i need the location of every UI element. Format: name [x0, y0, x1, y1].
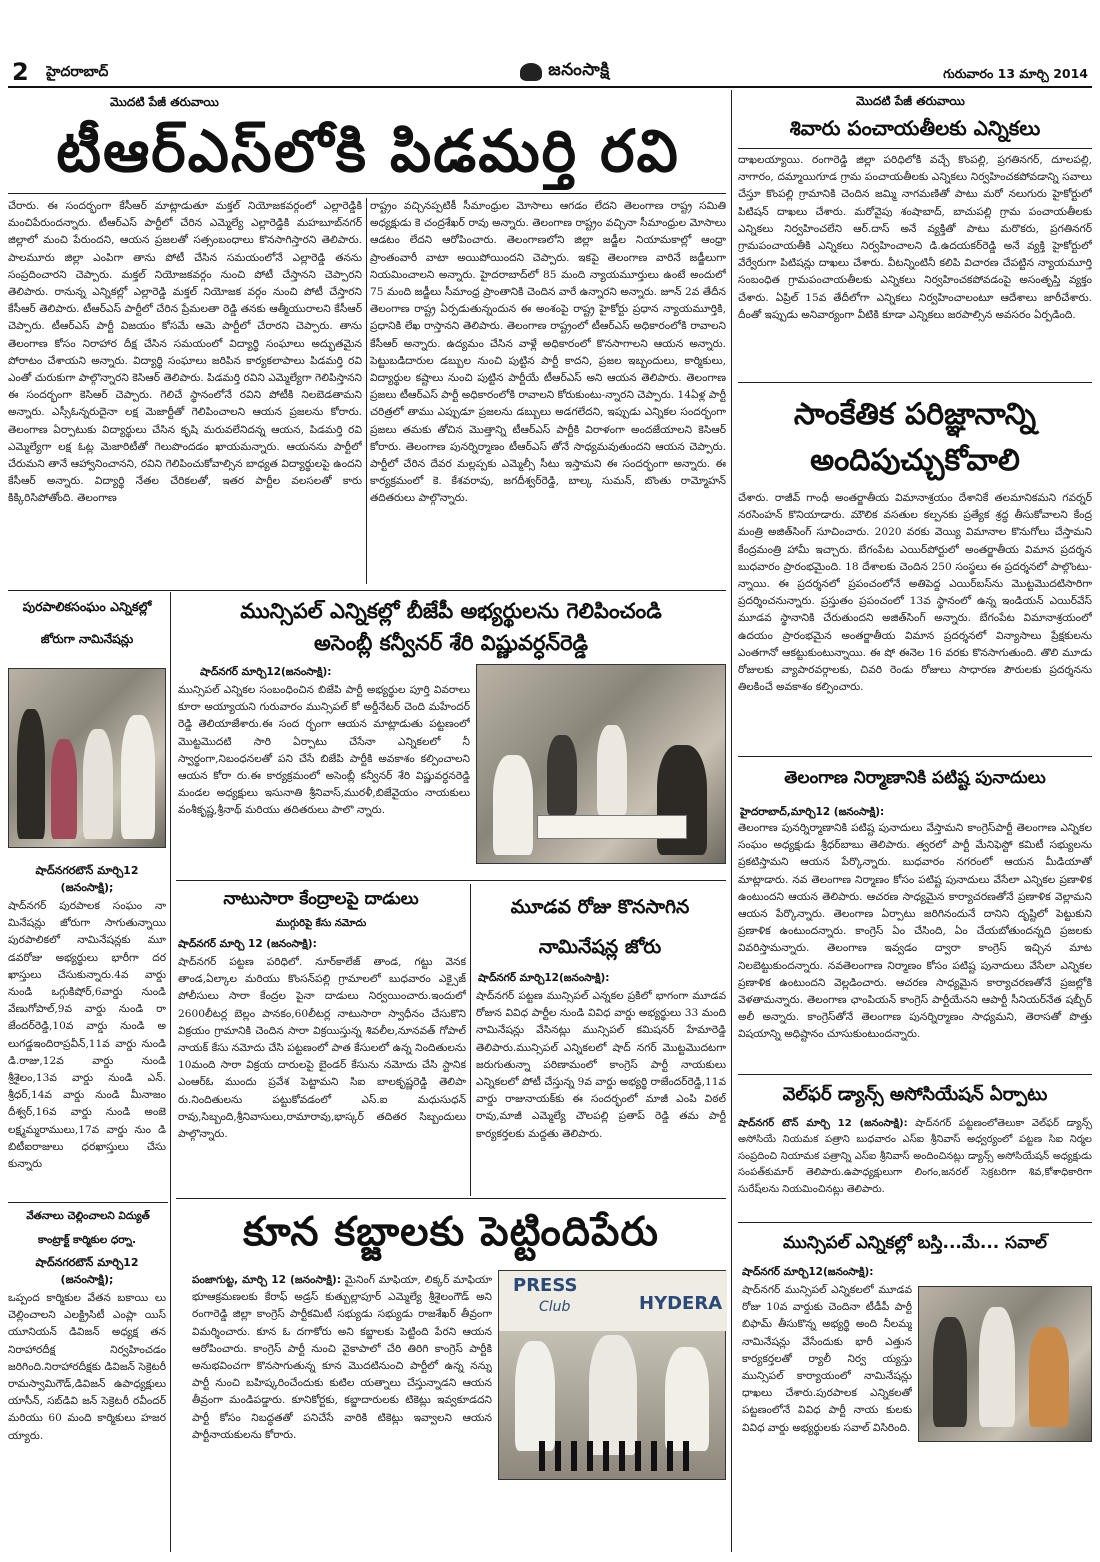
right-story4-text: షాద్‌నగర్‌ పట్టణంలోతెలుకా వెల్‌ఫర్‌ డ్యాన్స్‌ అసోసియే నియమక పత్రాని బుధవారం ఎస్‌ఐ శ్రీనివాస్‌ అధ్వర్యంలో పట్టణ సిఐ నిర్మల సంప్రదించి నియామక పత్రాన్ని ఎస్‌ఐ శ్రీనివాస్‌ అందించినట్లు డ్యాన్స్‌ అసోసియేషన్‌ అధ్యక్షుడు సంపత్‌కుమార్‌ తెలిపారు.ఉపాధ్యక్షులుగా లింగం,జనరల్‌ సెక్రటరిగా శివ,కోశాధికారిగా సురేష్‌లను నియమించినట్లు తెలిపారు.: [738, 1118, 1092, 1195]
banner-press-text: PRESS: [513, 1275, 578, 1296]
right-story1-rule: [738, 148, 1092, 149]
center-story3-headline-2: నామినేషన్ల జోరు: [538, 936, 662, 958]
right-story4-dateline: షాద్‌నగర్‌ టౌన్‌ మార్చి 12 (జనంసాక్షి):: [738, 1118, 908, 1129]
center-story1-end-rule: [176, 880, 726, 881]
left-story1-dateline: షాద్‌నగరటౌన్‌ మార్చి12 (జనంసాక్షి);: [35, 864, 139, 894]
hands-emblem-icon: [520, 63, 542, 81]
left-story1-headline: పురపాలికసంఘం ఎన్నికల్లో: [22, 599, 152, 614]
masthead-logo: [500, 58, 630, 86]
left-story1-subhead: జోరుగా నామినేషన్లు: [40, 632, 134, 646]
right-story5-headline: మున్సిపల్‌ ఎన్నికల్లో బస్తి...మే... సవాల్‌: [783, 1233, 1047, 1253]
microphones-icon: [539, 1441, 689, 1471]
press-club-photo: [498, 1270, 726, 1480]
center-story1-headline-2: అసెంబ్లీ కన్వీనర్‌ శేరి విష్ణువర్ధన్‌రెడ్డి: [313, 631, 589, 655]
center-story3-headline-1: మూడవ రోజు కొనసాగిన: [510, 896, 690, 918]
person-figure-icon: [493, 755, 533, 855]
person-figure-icon: [51, 739, 77, 839]
right-story1-end-rule: [738, 382, 1092, 383]
person-figure-icon: [979, 1307, 1015, 1427]
center-story2-body: షాద్‌నగర్‌ పట్టణ పరిధిలో. నూర్‌కాలేజ్‌ తాండ, గట్టు వెనక తాండ,ఏల్కాల మరియు కొంసన్‌పల్లి గ్రామాలలో బుధవారం ఎక్సైజ్‌ పోలీసులు సారా కేంద్రల పైనా దాడులు నిర్వయించారు.ఇందులో 2600లీటర్ల బెల్లం పానకం,60లీటర్ల నాటుసారా స్వాధీనం చేసుకొని విక్రయం గ్రామానికి చెందిన సారా విక్రయిస్తున్న శివలీల,నూనవత్‌ గోపాల్‌ నాయక్‌ కేసు నమోదు చేసి పట్టణంలో పాత కేసులలో ఉన్న నిందితులను 10మంది సారా విక్రయ దారులపై బైండర్‌ కేసును నమోదు చేసి స్టానిక ఎంఆర్‌ఓ ముందు ప్రవేశ పెట్టామని సిఐ బాలకృష్ణరెడ్డి తెలిపా రు.నిందితులను పట్టుకోవడంలో ఎస్‌.ఐ మధుసుధన్‌ రావు,సిబ్బంది,శ్రీనివాసులు,రామారావు,భాస్కర్‌ తదితర సిబ్బందులు పాల్గొన్నారు.: [178, 956, 466, 1141]
right-story3-headline: తెలంగాణ నిర్మాణానికి పటిష్ట పునాదులు: [784, 768, 1046, 788]
right-story3-body: తెలంగాణ పునర్నిర్మాణానికి పటిష్ట పునాదులు వేస్తామని కాంగ్రెస్‌పార్టీ తెలంగాణ ఎన్నికల సంఘం అధ్యక్షుడు శ్రీధర్‌బాబు తెలిపారు. త్వరలో పార్టీ మేనిఫెస్టో కమిటీ సభ్యులను ప్రకటిస్తామని ఆయన పేర్కొన్నారు. బుధవారం నగరంలో ఆయన మీడియాతో మాట్లాడారు. నవ తెలంగాణ నిర్మాణం కోసం పటిష్ట పునాదులు వేసేలా ఎన్నికల ప్రణాళిక ఉంటుందని ఆయన తెలిపారు. ఆచరణ సాధ్యమైన కార్యాచరణతోనే ప్రణాళిక వెల్లామని ఆయన పేర్కొన్నారు. తెలంగాణ ఏర్పాటు జరిగినందునే దానిని దృష్టిలో పెట్టుకుని ప్రణాళిక ఉంటుందన్నారు. కాంగ్రెస్‌ ఏం చేసింది, ఏం చేయబోతుందన్నది ప్రజలకు వివరిస్తామన్నారు. తెలంగాణ ఇవ్వడం ద్వారా కాంగ్రెస్‌ ఇచ్చిన మాట నిలబెట్టుకుందన్నారు. నవతెలంగాణ నిర్మాణం కోసం పటిష్ట పునాదులు వేసేలా ఎన్నికల ప్రణాళిక ఉంటుందని వెల్లడించారు. ఆచరణ సాధ్యమైన కార్యాచరణతోనే ప్రజల్లోకి వెళతామన్నారు. తెలంగాణ ఛాంపియన్‌ కాంగ్రెస్‌ పార్టీయేనని ఆపార్టీ సీనియర్‌నేత షబ్బీర్‌ అలీ అన్నారు. కాంగ్రెస్‌తోనే తెలంగాణ పునర్నిర్మాణం సాధ్యమని, తెరాసతో పొత్తు విషయాన్ని అధిష్టానం చూసుకుంటుందన్నారు.: [738, 822, 1092, 1041]
banner-club-text: Club: [539, 1299, 571, 1315]
right-story2-end-rule: [738, 756, 1092, 757]
lead-column-1: చేరారు. ఈ సందర్భంగా కేసీఆర్‌ మాట్లాడుతూ మక్తల్‌ నియోజకవర్గంలో ఎల్లారెడ్డికి మంచిపేరుందన్నారు. టీఆర్‌ఎస్‌ పార్టీలో చేరిన ఎమ్మెల్యే ఎల్లారెడ్డికి మహబూబ్‌నగర్‌ జిల్లాలో మంచి పేరుందని, ఆయన ప్రజలతో సత్సంబంధాలు కొనసాగిస్తారని తెలిపారు. పాలమూరు జిల్లా ఎంపిగా తాను పోటీ చేసిన సమయంలోనే ఎల్లారెడ్డి తనను సంప్రదించారని చెప్పారు. మక్తల్‌ నియోజకవర్గం నుంచి పోటీ చేస్తానని చెప్పారని తెలిపారు. రానున్న ఎన్నికల్లో ఎల్లారెడ్డి మక్తల్‌ నియోజక వర్గం నుంచి పోటీ చేస్తారని కేసీఆర్‌ తెలిపారు. టీఆర్‌ఎస్‌ పార్టీలో చేరిన ప్రేమలతా రెడ్డి తనకు ఆత్మీయురాలని కేసీఆర్‌ చెప్పారు. టీఆర్‌ఎస్‌ పార్టీ విజయం కోసమే ఆమె పార్టీలో చేరారని చెప్పారు. తాను తెలంగాణ కోసం నిరాహార దీక్ష చేసిన సమయంలో విద్యార్థి సంఘాలు అద్భుతమైన పోరాటం చేశాయని అన్నారు. విద్యార్థి సంఘాలు జరిపిన కార్యకలాపాలు పిడమర్తి రవి ఎంతో చురుకుగా పాల్గొన్నారని కెసిఆర్‌ తెలిపారు. పిడమర్తి రవిని ఎమ్మెల్యేగా గెలిపిస్తానని ఈ సందర్భంగా కెసిఆర్‌ చెప్పారు. గెలిచే స్థానంలోనే రవిని పోటీకి నిలబెడతామని అన్నారు. ఎస్సీఓన్నరుదైనా లక్ష మెజార్టీతో గెలిపించాలని ఆయన ప్రజలను కోరారు. తెలంగాణ ఏర్పాటుకు విద్యార్థులు చేసిన కృషి మరువలేనిదన్న ఆయన, పిడమర్తి రవి ఎమ్మెల్యేగా లక్ష ఓట్ల మెజారిటీతో గెలుపొందడం ఖాయమన్నారు. ఆయనను పార్టీలో చేరుమని తానే ఆహ్వానించానని, రవిని గెలిపించుకోవాల్సిన బాధ్యత విద్యార్థులపై ఉందని కేసీఆర్‌ అన్నారు. విద్యార్థి నేతల చేరికలతో, ఇతర పార్టీల వలసలతో కారు కిక్కిరిసిపోతోంది. తెలంగాణ: [8, 200, 362, 505]
person-figure-icon: [933, 1317, 967, 1427]
person-figure-icon: [1029, 1327, 1069, 1427]
left-story2-body: ఒప్పంద కార్మికుల వేతన బకాయి లు చెల్లించాలని ఎలక్ట్రిసిటీ ఎంప్లా యిస్‌ యూనియన్‌ డివిజన్‌ అధ్యక్ష తన నిరాహారదీక్ష నిర్వహించడం జరిగింది.నిరాహారదీక్షకు డివిజన్‌ సెక్రెటరీ రామస్వామిగౌడ్‌,డివిజన్‌ ఉపాధ్యక్షులు యాసీన్‌, సబ్‌డివి జన్‌ సెక్రెటరీ రవీందర్‌ మరియు 60 మంది కార్మికులు హజర య్యారు.: [8, 1292, 166, 1442]
right-story4-body: [738, 1116, 1092, 1216]
page-header: [0, 0, 1100, 90]
right-story4-end-rule: [738, 1222, 1092, 1223]
person-figure-icon: [515, 1341, 555, 1451]
left-story2-subhead: కాంట్రాక్ట్‌ కార్మికుల ధర్నా.: [38, 1234, 136, 1246]
center-story4-text: మైనింగ్‌ మాఫియా, లిక్కర్‌ మాఫియా భూఆక్రమణలకు కేరాఫ్‌ అడ్రస్‌ కుత్బుల్లాపూర్‌ ఎమ్మెల్యే శ్రీశైలంగౌడ్‌ అని రంగారెడ్డి జిల్లా కాంగ్రెస్‌ పార్టీకమిటీ సభ్యుడు సభ్యుడు రాజశేఖర్‌ తీవ్రంగా విమర్శించారు. కూన ఓ దగాకోరు అని కబ్జాలకు పెట్టింది పేరని ఆయన ఆరోపించారు. కాంగ్రెస్‌ పార్టీ నుంచి వైకాపాలో చేరి తిరిగి కాంగ్రెస్‌ పార్టీకి అనుభవించగా కొనసాగుతున్న కూన మొదటినుంచి పార్టీలో ఉన్న నన్ను పార్టీ నుంచి బహిష్కరించేందుకు కుటిల యత్నాలు చేస్తున్నాడని ఆయన తీవ్రంగా మండిపడ్డారు. కూనికోర్టకు, కబ్జాదారులకు టికెట్లు ఇవ్వకూడదని పార్టీ కోసం నిబద్ధతతో పనిచేసే వారికి టికెట్లు ఇవ్వాలని ఆయన పార్టీనాయకులను కోరారు.: [192, 1274, 492, 1441]
left-column-divider: [170, 592, 171, 1552]
paper-name: జనంసాక్షి: [548, 60, 610, 80]
banner-city-text: HYDERA: [639, 1293, 723, 1314]
right-story2-headline-1: సాంకేతిక పరిజ్ఞానాన్ని: [793, 397, 1037, 432]
left-section-top-rule: [8, 590, 726, 591]
nomination-photo-right: [918, 1286, 1092, 1442]
right-story4-headline: వెల్‌ఫర్‌ డ్యాన్స్‌ అసోసియేషన్‌ ఏర్పాటు: [782, 1084, 1048, 1105]
center-story3-dateline: షాద్‌నగర్‌ మార్చి12(జనంసాక్షి):: [478, 972, 610, 984]
person-figure-icon: [665, 1347, 709, 1451]
center-story2-dateline: షాద్‌నగర్‌ మార్చి 12 (జనంసాక్షి):: [178, 938, 317, 950]
right-kicker: మొదటి పేజీ తరువాయి: [856, 94, 965, 108]
center-story3-body: షాద్‌నగర్‌ పట్టణ మున్సిపల్‌ ఎన్నకల ప్రకిలో భాగంగా మూడవ రోజున వివిధ పార్టీల నుండి వివిధ వార్డు అభ్యర్థులు 33 మంది నామినేషన్లు వేసినట్లు మున్సిపల్‌ కమిషనర్‌ హేమారెడ్డి తెలిపారు.మున్సిపల్‌ ఎన్నికలలో షాద్‌ నగర్‌ మొట్టమొదటగా జరుగుతున్నా పరిణామంలో కాంగ్రెస్‌ పార్టీ నాయకులు ఎన్నికలలో పోటీ చేస్తున్న 9వ వార్డు అభ్యర్థి రాజేందర్‌రెడ్డి,11వ వార్డు రాజునాయక్‌కు ఈ సందర్భంలో మాజీ ఎంపి విఠల్‌ రావు,మాజీ ఎమ్మెల్యే చౌలపల్లి ప్రతాప్‌ రెడ్డి తమ పార్టీ కార్యకర్తలకు మద్దతు తెలిపారు.: [476, 990, 726, 1140]
header-rule: [8, 86, 1092, 88]
nomination-photo-left: [8, 668, 166, 848]
person-figure-icon: [589, 1335, 637, 1455]
center-story3-end-rule: [176, 1198, 726, 1199]
person-figure-icon: [597, 725, 627, 815]
center-story1-dateline: షాద్‌నగర్‌ మార్చి12(జనంసాక్షి):: [200, 666, 332, 678]
person-figure-icon: [121, 715, 155, 839]
center-story2-subhead: ముగ్గురిపై కేసు నమోదు: [275, 918, 367, 929]
center-split-divider: [470, 884, 471, 1196]
right-story5-dateline: షాద్‌నగర్‌ మార్చి12(జనంసాక్షి):: [742, 1266, 874, 1278]
right-story2-headline-2: అందిపుచ్చుకోవాలి: [810, 443, 1020, 478]
right-story2-body: చేశారు. రాజీవ్‌ గాంధీ అంతర్జాతీయ విమానాశ్రయం దేశానికే తలమానికమని గవర్నర్‌ నరసింహన్‌ కొనియాడారు. మౌలిక వసతుల కల్పనకు ప్రత్యేక శ్రద్ధ తీసుకోవాలని కేంద్ర మంత్రి అజిత్‌సింగ్‌ సూచించారు. 2020 వరకు వెయ్యి విమానాల కొనుగోలు చేస్తామని కేంద్రమంత్రి హామీ ఇచ్చారు. బేగంపేట ఎయిర్‌పోర్టులో అంతర్జాతీయ విమాన ప్రదర్శన బుధవారం ప్రారంభమైంది. 18 దేశాలకు చెందిన 250 సంస్థలు ఈ ప్రదర్శనలో పాల్గొంటు-న్నాయి. ఈ ప్రదర్శనలో ప్రపంచంలోనే అతిపెద్ద ఎయిర్‌బస్‌ను మొట్టమొదటిసారిగా ప్రదర్శించనున్నారు. ప్రస్తుతం ప్రపంచంలో 13వ స్థానంలో ఉన్న ఇండియన్‌ ఎయిర్‌వేస్‌ మూడవ స్థానానికి చేరుతుందని అజిత్‌సింగ్‌ అన్నారు. బేగంపేట విమానాశ్రయంలో ఉదయం ప్రారంభమైన అంతర్జాతీయ విమాన ప్రదర్శనలో విన్యాసాలు ప్రేక్షకులను ఎంతగానో ఆకట్టుకుంటున్నాయి. ఈ షో ఈనెల 16 వరకు కొనసాగుతుంది. తొలి మూడు రోజులకు వ్యాపారవర్గాలకు, చివరి రెండు రోజులు సాధారణ పౌరులకు ప్రదర్శనను తిలకించే అవకాశం కల్పించారు.: [738, 492, 1092, 694]
left-story2-dateline: షాద్‌నగరటౌన్‌ మార్చి12 (జనంసాక్షి);: [35, 1256, 139, 1286]
right-story3-end-rule: [738, 1074, 1092, 1075]
meeting-table: [537, 815, 687, 839]
right-story1-body: దాఖలయ్యాయి. రంగారెడ్డి జిల్లా పరిధిలోకి వచ్చే కొంపల్లి, ప్రగతినగర్‌, దూలపల్లి, నాగారం, దమ్మాయిగూడ గ్రామ పంచాయతీలకు ఎన్నికలు నిర్వహించకపోవడాన్ని సవాలు చేస్తూ కొంపల్లి గ్రామానికి చెందిన జమ్మి నాగమణితో పాటు మరో నలుగురు హైకోర్టులో పిటిషన్‌ దాఖలు చేశారు. మరోవైపు శంషాబాద్‌, బాచుపల్లి గ్రామ పంచాయతీలకు ఎన్నికలు నిర్వహించలేని ఆర్‌.దాస్‌ అనే వ్యక్తితో పాటు మరొకరు, ప్రగతినగర్‌ గ్రామపంచాయతీకి ఎన్నికలు నిర్వహించాలని డి.ఉదయకర్‌రెడ్డి అనే వ్యక్తి హైకోర్టులో వేర్వేరుగా పిటిషన్లు దాఖలు చేశారు. వీటన్నింటినీ కలిపి విచారణ చేపట్టిన న్యాయమూర్తి సంబంధిత గ్రామపంచాయతీలకు ఎన్నికలు నిర్వహించకపోవడంపై అసంతృప్తి వ్యక్తం చేశారు. ఏప్రిల్‌ 15వ తేదీలోగా ఎన్నికలు నిర్వహించాలంటూ ఆదేశాలు జారీచేశారు. దీంతో ఇప్పుడు అనివార్యంగా వీటికి కూడా ఎన్నికలు జరపాల్సిన అవసరం ఏర్పడింది.: [738, 154, 1092, 321]
right-story5-body-top: [742, 1282, 912, 1478]
lead-headline: టీఆర్‌ఎస్‌లోకి పిడమర్తి రవి: [56, 117, 680, 185]
right-story5-text: షాద్‌నగర్‌ మున్సిపల్‌ ఎన్నికలలో మూడవ రోజు 10వ వార్డుకు చెందినా టీడీపీ పార్టీ బిఫామ్‌ తీసుకొన్న అభ్యర్థి అంది నీలమ్మ నామినేషన్లు వేసేందుకు భారీ ఎత్తున కార్యకర్తలతో ర్యాలీ నిర్వ య్యస్తు మున్సిపల్‌ కార్యాయంలో నామినేషన్లు ధాఖలు చేశారు.పురపాలక ఎన్నికలతో పట్టణంలోనే వివిధ పార్టీ నాయ కులకు వివిధ వార్డు అభ్యర్థులకు సవాల్‌ విసిరింది.: [742, 1284, 912, 1434]
left-story1-end-rule: [8, 1202, 168, 1203]
bjp-meeting-photo: [476, 664, 726, 864]
page-number: 2: [12, 58, 29, 86]
city-label: హైదరాబాద్‌: [46, 64, 109, 80]
issue-date: గురువారం 13 మార్చి 2014: [943, 66, 1088, 81]
left-story1-body: షాద్‌నగర్‌ పురపాలక సంఘం నా మినేషన్లు జోరుగా సాగుతున్నాయి పురపాలికలో నామినేషన్లకు మూ డవరోజు అభ్యర్థులు భారీగా దర ఖాస్తులు చేసుకున్నారు.4వ వార్డు నుండి ఒగ్గుకిషోర్‌,6వార్డు నుండి వేణుగోపాల్‌,9వ వార్డు నుండి రా జేందర్‌రెడ్డి,10వ వార్డు నుండి అ లుగడ్డఇందిరాప్రవీన్‌,11వ వార్డు నుండి డి.రాజు,12వ వార్డు నుండి శ్రీశైలం,13వ వార్డు నుండి ఎన్‌. శ్రీధర్‌,14వ వార్డు నుండి మీనాజం దీశ్వర్‌,16వ వార్డు నుండి అంజె లక్ష్మమ్మరాములు,17వ వార్డు నుం డి బిటీఐరాజులు ధరఖాస్తులు చేసు కున్నారు: [8, 900, 166, 1171]
right-column-divider: [731, 90, 732, 1552]
center-story1-headline-1: మున్సిపల్‌ ఎన్నికల్లో బీజేపీ అభ్యర్థులను గెలిపించండి: [240, 599, 662, 623]
lead-column-2: రాష్ట్రం వచ్చినప్పటికీ సీమాంధ్రుల మోసాలు ఆగడం లేదని తెలంగాణ రాష్ట్ర సమితి అధ్యక్షుడు కె చంద్రశేఖర్‌ రావు అన్నారు. తెలంగాణ రాష్ట్రం వచ్చినా సీమాంధ్రుల మోసాలు ఆడటం లేదని ఆరోపించారు. తెలంగాణలోని జిల్లా జడ్జీల నియామకాల్లో ఆంధ్రా ప్రాంతంవారీ వాటా అయిపోయిందని చెప్పారు. ఇకపై తెలంగాణ వారినే జడ్జీలుగా నియమించాలని అన్నారు. హైదరాబాద్‌లో 85 మంది న్యాయమూర్తులు ఉంటే అందులో 75 మంది జడ్జీలు సీమాంధ్ర ప్రాంతానికి చెందిన వారే ఉన్నారని అన్నారు. జూన్‌ 2వ తేదీన తెలంగాణ రాష్ట్ర ఏర్పడుతున్నందున ఈ అంశంపై రాష్ట్ర హైకోర్టు ప్రధాన న్యాయమూర్తికి, ప్రధానికి లేఖ రాస్తానని తెలిపారు. తెలంగాణ రాష్ట్రంలో టీఆర్‌ఎస్‌ అధికారంలోకి రావాలని కేసీఆర్‌ అన్నారు. ఉద్యమం చేసిన వాళ్లే అధికారంలో కొనసాగాలని ఆయన అన్నారు. పెట్టుబడిదారుల డబ్బుల నుంచి పుట్టిన పార్టీ కాదని, ప్రజల ఇబ్బందులు, కార్మికులు, విద్యార్థుల కష్టాలు నుంచి పుట్టిన పార్టీయే టీఆర్‌ఎస్‌ అని ఆయన తెలిపారు. తెలంగాణ ప్రజలు టీఆర్‌ఎస్‌ పార్టీ అధికారంలోకి రావాలని కోరుకుంటు-న్నారని చెప్పారు. 14ఏళ్ల పార్టీ చరిత్రలో తాము ఎప్పుడూ ప్రజలను డబ్బులు అడగలేదని, ఇప్పుడు ఎన్నికల సందర్భంగా ప్రజలు తమకు తోచిన మొత్తాన్ని టీఆర్‌ఎస్‌ పార్టీకి విరాళంగా అందజేయాలని కెసిఆర్‌ కోరారు. తెలంగాణ పునర్నిర్మాణం టీఆర్‌ఎస్‌ తోనే సాధ్యమవుతుందని ఆయన చెప్పారు. పార్టీలో చేరిన దేవర మల్లప్పకు ఎమ్మెల్సీ సీటు ఇస్తామని ఈ సందర్భంగా అన్నారు. ఈ కార్యక్రమంలో కె. కేశవరావు, జగదీశ్వర్‌రెడ్డి, బాల్క సుమన్‌, బొంతు రామ్మోహన్‌ తదితరులు పాల్గొన్నారు.: [370, 200, 726, 505]
center-story2-headline: నాటుసారా కేంద్రాలపై దాడులు: [223, 889, 419, 909]
center-story4-dateline: పంజాగుట్ట, మార్చి 12 (జనంసాక్షి):: [192, 1274, 341, 1286]
person-figure-icon: [17, 709, 45, 839]
right-story1-headline: శివారు పంచాయతీలకు ఎన్నికలు: [789, 116, 1041, 140]
center-story4-body: [192, 1272, 492, 1544]
center-story1-body: మున్సిపల్‌ ఎన్నికల సంబంధించిన బిజేపి పార్టీ అభ్యర్థుల పూర్తి వివరాలు కూరా అయ్యాయని గురువారం మున్సిపల్‌ కో అర్డీనేటర్‌ చెంది మహేందర్‌ రెడ్డి తెలియాజేశారు.ఈ సంద ర్భంగా ఆయన మాట్లాడుతు పట్టణంలో మొట్టమొదటి సారి ఏర్పాటు చేసేనా ఎన్నికలలో నీ స్వార్థంగా,నిబంధనలతో పని చేసే బిజేపి పార్టీకి అవకాశం కల్పించాలని ఆయన కోరా రు.ఈ కార్యక్రమంలో అసెంబ్లీ కన్వీనర్‌ శేరి విష్ణువర్ధనరెడ్డి మండల అధ్యక్షులు ఇసునాతి శ్రీనివాస్‌,మురళీ,బిజేవైయం నాయకులు వంశీకృష్ణ,శ్రీనాథ్‌ మరియు తదితరులు పాలొ న్నారు.: [178, 684, 470, 817]
right-story3-dateline: హైదరాబాద్‌,మార్చి12 (జనంసాక్షి):: [740, 806, 885, 818]
lead-column-divider: [366, 198, 367, 584]
press-club-banner: [499, 1271, 727, 1331]
person-figure-icon: [83, 729, 113, 839]
left-story2-headline: వేతనాలు చెల్లించాలని విద్యుత్‌: [26, 1210, 150, 1222]
lead-headline-rule: [8, 193, 726, 194]
center-story4-headline: కూన కబ్జాలకు పెట్టిందిపేరు: [243, 1209, 659, 1255]
lead-kicker: మొదటి పేజీ తరువాయి: [110, 95, 219, 109]
person-figure-icon: [547, 735, 577, 815]
